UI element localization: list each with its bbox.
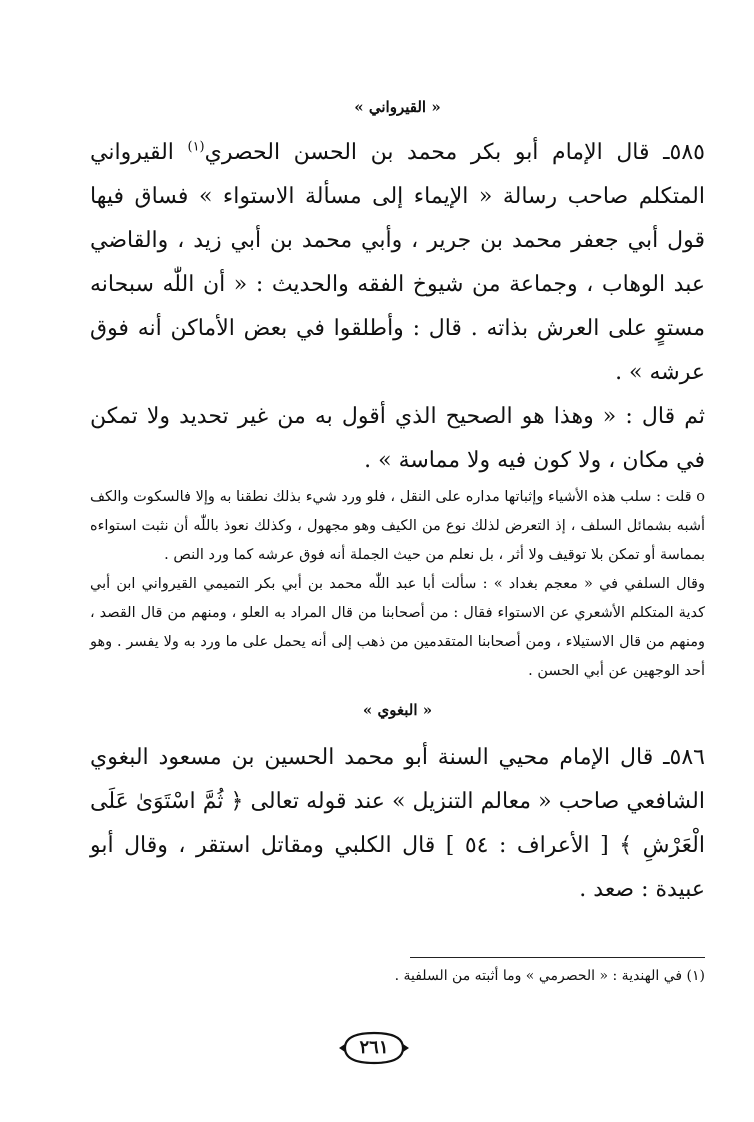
entry-585-continuation: ثم قال : « وهذا هو الصحيح الذي أقول به من غير تحديد ولا تمكن في مكان ، ولا كون فيه ولا مماسة » . [90, 404, 705, 473]
footnote-separator [410, 957, 705, 958]
footnote: (١) في الهندية : « الحصرمي » وما أثبته من السلفية . [394, 968, 705, 984]
page-number-badge [335, 1030, 413, 1066]
footnote-marker: (١) [187, 139, 205, 155]
section-heading-qayrawani: « القيرواني » [354, 98, 441, 116]
commentary-paragraph-2: وقال السلفي في « معجم بغداد » : سألت أبا عبد اللّٰه محمد بن أبي بكر التميمي القيرواني ابن أبي كدية المتكلم الأشعري عن الاستواء فقال : من أصحابنا من قال المراد به العلو ، ومنهم من قال القصد ، ومنهم من قال الاستيلاء ، ومن أصحابنا المتقدمين من ذهب إلى أنه يحمل على ما ورد به ولا يفسر . وهو أحد الوجهين عن أبي الحسن . [90, 576, 705, 679]
entry-586-paragraph: ٥٨٦ـ قال الإمام محيي السنة أبو محمد الحسين بن مسعود البغوي الشافعي صاحب « معالم التنزيل » عند قوله تعالى ﴿ ثُمَّ اسْتَوَىٰ عَلَى الْعَرْشِ ﴾ [ الأعراف : ٥٤ ] قال الكلبي ومقاتل استقر ، وقال أبو عبيدة : صعد . [90, 745, 705, 902]
page-body [90, 95, 705, 912]
section-heading-baghawi: « البغوي » [362, 701, 433, 719]
commentary-paragraph-1: o قلت : سلب هذه الأشياء وإثباتها مداره على النقل ، فلو ورد شيء بذلك نطقنا به وإلا فالسكوت والكف أشبه بشمائل السلف ، إذ التعرض لذلك نوع من الكيف وهو مجهول ، وكذلك نعوذ باللّٰه أن نثبت استواءه بمماسة أو تمكن بلا توقيف ولا أثر ، بل نعلم من حيث الجملة أنه فوق عرشه كما ورد النص . [90, 489, 705, 563]
entry-585-text-a: ٥٨٥ـ قال الإمام أبو بكر محمد بن الحسن الحصري [204, 140, 705, 165]
page-number: ٢٦١ [359, 1037, 389, 1058]
entry-585-text-b: القيرواني المتكلم صاحب رسالة « الإيماء إلى مسألة الاستواء » فساق فيها قول أبي جعفر محمد بن جرير ، وأبي محمد بن أبي زيد ، والقاضي عبد الوهاب ، وجماعة من شيوخ الفقه والحديث : « أن اللّٰه سبحانه مستوٍ على العرش بذاته . قال : وأطلقوا في بعض الأماكن أنه فوق عرشه » . [90, 140, 705, 385]
entry-585-paragraph [90, 131, 705, 395]
